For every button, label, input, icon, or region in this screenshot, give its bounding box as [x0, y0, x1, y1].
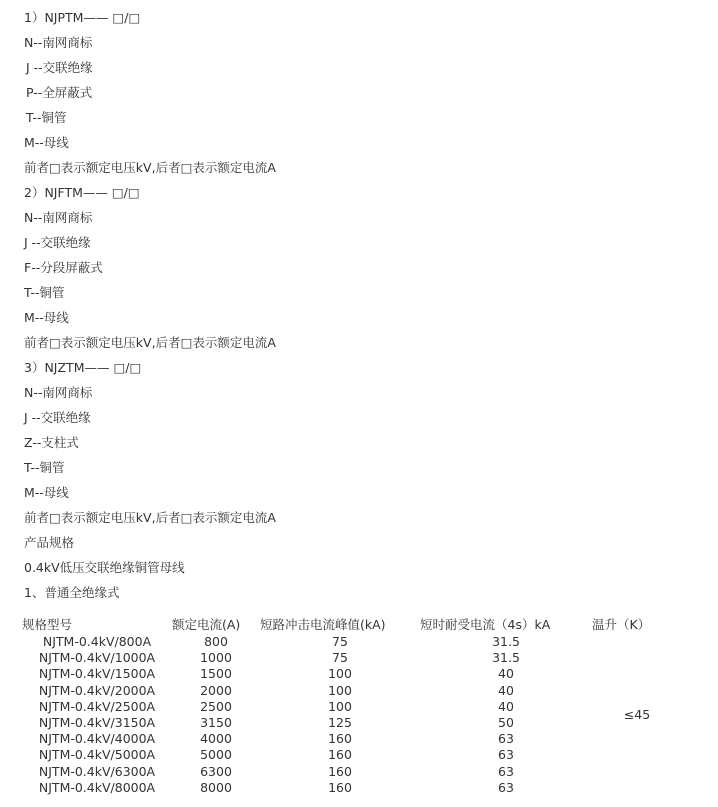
cell-peak-current: 160: [328, 747, 352, 763]
cell-rated-current: 4000: [200, 731, 232, 747]
header-model: 规格型号: [22, 617, 73, 632]
cell-model: NJTM-0.4kV/6300A: [38, 763, 156, 779]
code-line: T--铜管: [24, 460, 65, 475]
code-line: Z--支柱式: [24, 435, 79, 450]
code-line: T--铜管: [24, 285, 65, 300]
model-heading-njptm: 1）NJPTM—— □/□: [24, 10, 141, 25]
cell-short-time-current: 63: [498, 747, 514, 763]
note-line: 前者□表示额定电压kV,后者□表示额定电流A: [24, 335, 276, 350]
table-row: [22, 731, 682, 747]
cell-short-time-current: 63: [498, 779, 514, 795]
cell-model: NJTM-0.4kV/8000A: [38, 779, 156, 795]
code-line: M--母线: [24, 310, 69, 325]
note-line: 前者□表示额定电压kV,后者□表示额定电流A: [24, 160, 276, 175]
cell-short-time-current: 63: [498, 763, 514, 779]
code-line: P--全屏蔽式: [26, 85, 93, 100]
cell-rated-current: 5000: [200, 747, 232, 763]
cell-model: NJTM-0.4kV/3150A: [38, 715, 156, 731]
cell-model: NJTM-0.4kV/2500A: [38, 698, 156, 714]
header-rated-current: 额定电流(A): [172, 617, 241, 632]
code-line: J --交联绝缘: [24, 410, 91, 425]
cell-peak-current: 75: [332, 650, 348, 666]
cell-peak-current: 100: [328, 698, 352, 714]
cell-model: NJTM-0.4kV/4000A: [38, 731, 156, 747]
cell-short-time-current: 31.5: [492, 634, 520, 650]
spec-table: [22, 614, 682, 796]
cell-peak-current: 160: [328, 779, 352, 795]
table-row: [22, 650, 682, 666]
cell-model: NJTM-0.4kV/1000A: [38, 650, 156, 666]
table-row: [22, 699, 682, 715]
cell-short-time-current: 40: [498, 666, 514, 682]
cell-peak-current: 75: [332, 634, 348, 650]
cell-model: NJTM-0.4kV/1500A: [38, 666, 156, 682]
cell-model: NJTM-0.4kV/800A: [42, 634, 152, 650]
document-body: [24, 5, 276, 605]
code-line: J --交联绝缘: [26, 60, 93, 75]
code-line: M--母线: [24, 485, 69, 500]
cell-peak-current: 100: [328, 666, 352, 682]
table-row: [22, 747, 682, 763]
table-row: [22, 715, 682, 731]
cell-short-time-current: 50: [498, 715, 514, 731]
cell-peak-current: 160: [328, 731, 352, 747]
product-title: 0.4kV低压交联绝缘铜管母线: [24, 560, 185, 575]
code-line: N--南网商标: [24, 35, 93, 50]
cell-temp-rise: ≤45: [623, 706, 651, 722]
cell-rated-current: 1500: [200, 666, 232, 682]
cell-rated-current: 6300: [200, 763, 232, 779]
cell-rated-current: 2000: [200, 682, 232, 698]
header-peak-current: 短路冲击电流峰值(kA): [260, 617, 386, 632]
cell-peak-current: 100: [328, 682, 352, 698]
cell-peak-current: 160: [328, 763, 352, 779]
cell-peak-current: 125: [328, 715, 352, 731]
cell-rated-current: 1000: [200, 650, 232, 666]
cell-short-time-current: 63: [498, 731, 514, 747]
header-temp-rise: 温升（K）: [592, 617, 651, 632]
cell-rated-current: 8000: [200, 779, 232, 795]
table-header-row: [22, 614, 682, 634]
table-row: [22, 764, 682, 780]
code-line: N--南网商标: [24, 210, 93, 225]
table-row: [22, 683, 682, 699]
code-line: N--南网商标: [24, 385, 93, 400]
model-heading-njztm: 3）NJZTM—— □/□: [24, 360, 142, 375]
model-heading-njftm: 2）NJFTM—— □/□: [24, 185, 140, 200]
cell-short-time-current: 31.5: [492, 650, 520, 666]
cell-short-time-current: 40: [498, 698, 514, 714]
note-line: 前者□表示额定电压kV,后者□表示额定电流A: [24, 510, 276, 525]
section-heading: 产品规格: [24, 535, 75, 550]
code-line: J --交联绝缘: [24, 235, 91, 250]
header-short-time-current: 短时耐受电流（4s）kA: [420, 617, 551, 632]
table-row: [22, 780, 682, 796]
cell-model: NJTM-0.4kV/5000A: [38, 747, 156, 763]
table-row: [22, 634, 682, 650]
code-line: M--母线: [24, 135, 69, 150]
cell-rated-current: 3150: [200, 715, 232, 731]
cell-model: NJTM-0.4kV/2000A: [38, 682, 156, 698]
table-row: [22, 666, 682, 682]
code-line: T--铜管: [26, 110, 67, 125]
cell-rated-current: 800: [204, 634, 228, 650]
cell-short-time-current: 40: [498, 682, 514, 698]
code-line: F--分段屏蔽式: [24, 260, 103, 275]
cell-rated-current: 2500: [200, 698, 232, 714]
subsection-heading: 1、普通全绝缘式: [24, 585, 120, 600]
